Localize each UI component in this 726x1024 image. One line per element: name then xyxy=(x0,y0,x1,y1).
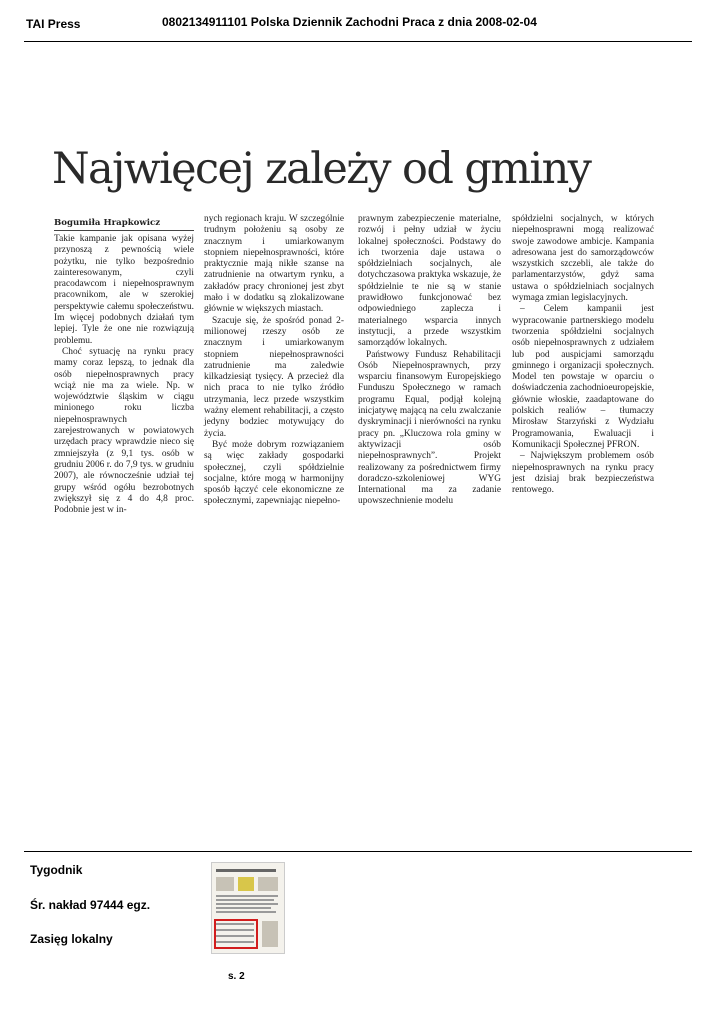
page-number: s. 2 xyxy=(228,971,245,982)
article-column-2 xyxy=(204,214,344,508)
thumb-line xyxy=(216,903,278,905)
byline-divider xyxy=(54,230,194,231)
paragraph: nych regionach kraju. W szczególnie trudnym położeniu są osoby ze znacznym i umiarkowanym stopniem niepełnosprawności, które praktycznie mają nikłe szanse na zatrudnienie na otwartym rynku, a zakładów pracy chronionej jest zbyt mało i w dodatku są zlokalizowane głównie w większych miastach. xyxy=(204,214,344,315)
reach: Zasięg lokalny xyxy=(30,932,113,946)
paragraph: – Celem kampanii jest wypracowanie partnerskiego modelu tworzenia spółdzielni socjalnych osób niepełnosprawnych z udziałem lub pod auspicjami samorządu gminnego i organizacji społecznych. Model ten powstaje w oparciu o doświadczenia zachodnioeuropejskie, głównie włoskie, zaadaptowane do polskich realiów – tłumaczy Mirosław Starzyński z Wydziału Programowania, Ewaluacji i Komunikacji Społecznej PFRON. xyxy=(512,304,654,450)
thumb-line xyxy=(216,869,276,872)
paragraph: Choć sytuację na rynku pracy mamy coraz lepszą, to jednak dla osób niepełnosprawnych pracy wciąż nie ma za wiele. Np. w województwie śląskim w ciągu minionego roku liczba niepełnosprawnych zarejestrowanych w powiatowych urzędach pracy wprawdzie nieco się zmniejszyła (z 9,1 tys. osób w grudniu 2006 r. do 7,9 tys. w grudniu 2007), ale równocześnie udział tej grupy wśród ogółu bezrobotnych zwiększył się z 4 do 4,8 proc. Podobnie jest w in- xyxy=(54,346,194,516)
document-meta: 0802134911101 Polska Dziennik Zachodni Praca z dnia 2008-02-04 xyxy=(162,15,537,29)
source-name: TAI Press xyxy=(26,17,81,31)
page-thumbnail xyxy=(211,862,285,954)
paragraph: spółdzielni socjalnych, w których niepełnosprawni mogą realizować swoje zawodowe ambicje. Kampania adresowana jest do samorządowców wszystkich szczebli, ale także do parlamentarzystów, gdyż sama ustawa o spółdzielniach socjalnych wymaga zmian legislacyjnych. xyxy=(512,214,654,304)
thumb-photo xyxy=(262,921,278,947)
thumb-line xyxy=(216,911,276,913)
paragraph: Być może dobrym rozwiązaniem są więc zakłady gospodarki społecznej, czyli spółdzielnie socjalne, które mogą w harmonijny sposób łączyć cele ekonomiczne ze społecznymi, zapewniając niepełno- xyxy=(204,439,344,507)
paragraph: Szacuje się, że spośród ponad 2-milionowej rzeszy osób ze znacznym i umiarkowanym stopniem niepełnosprawności zatrudnienie ma zaledwie kilkadziesiąt tysięcy. A przecież dla nich praca to nie tylko źródło utrzymania, lecz przede wszystkim ważny element rehabilitacji, a często jedyny bodziec motywujący do życia. xyxy=(204,315,344,439)
article-column-1 xyxy=(54,234,194,516)
paragraph: – Największym problemem osób niepełnosprawnych na rynku pracy jest dzisiaj brak bezpieczeństwa rentowego. xyxy=(512,451,654,496)
circulation: Śr. nakład 97444 egz. xyxy=(30,898,151,912)
paragraph: prawnym zabezpieczenie materialne, rozwój i pełny udział w życiu lokalnej społeczności. Podstawy do ich tworzenia daje ustawa o spółdzielniach socjalnych, ale dotychczasowa praktyka wskazuje, że spółdzielnie te nie są w stanie prawidłowo funkcjonować bez odpowiedniego zaplecza i materialnego wsparcia innych instytucji, a przede wszystkim samorządów lokalnych. xyxy=(358,214,501,349)
thumb-photo xyxy=(258,877,278,891)
thumb-line xyxy=(216,899,274,901)
article-column-4 xyxy=(512,214,654,496)
article-byline: Bogumiła Hrapkowicz xyxy=(54,218,161,228)
article-column-3 xyxy=(358,214,501,508)
article-headline: Najwięcej zależy od gminy xyxy=(52,144,591,194)
thumb-photo xyxy=(238,877,254,891)
header-divider xyxy=(24,41,692,42)
paragraph: Państwowy Fundusz Rehabilitacji Osób Niepełnosprawnych, przy wsparciu finansowym Europejskiego Funduszu Społecznego w ramach programu Equal, podjął kolejną inicjatywę mającą na celu zwalczanie dyskryminacji i nierówności na rynku pracy pn. „Kluczowa rola gminy w aktywizacji osób niepełnosprawnych”. Projekt realizowany za pośrednictwem firmy doradczo-szkoleniowej WYG International ma za zadanie upowszechnienie modelu xyxy=(358,349,501,507)
thumb-photo xyxy=(216,877,234,891)
publication-frequency: Tygodnik xyxy=(30,863,83,877)
article-location-highlight xyxy=(214,919,258,949)
footer-divider xyxy=(24,851,692,852)
paragraph: Takie kampanie jak opisana wyżej przynoszą z pewnością wiele pożytku, nie tylko bezpośrednio zainteresowanym, czyli pracodawcom i niepełnosprawnym pracownikom, ale w szerokiej perspektywie całemu społeczeństwu. Im więcej podobnych działań tym lepiej. Tyle że one nie rozwiązują problemu. xyxy=(54,234,194,346)
thumb-line xyxy=(216,895,278,897)
thumb-line xyxy=(216,907,271,909)
